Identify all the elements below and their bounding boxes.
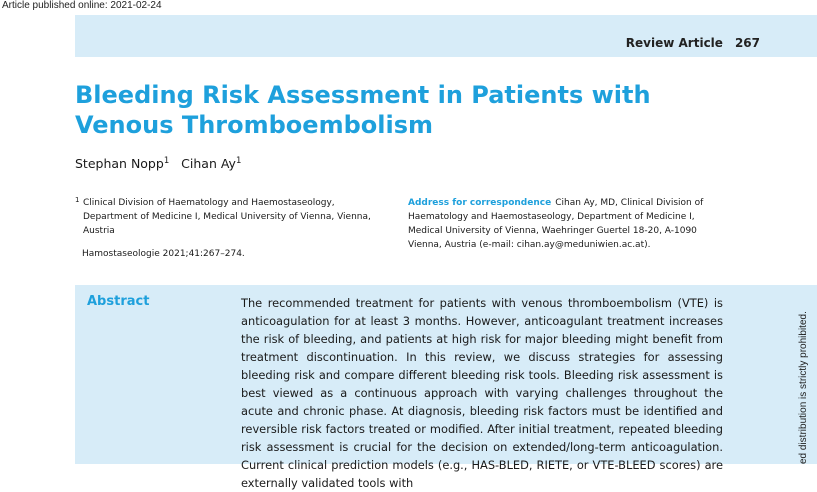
abstract-heading: Abstract bbox=[87, 294, 150, 309]
author-affiliation-mark: 1 bbox=[163, 156, 170, 166]
distribution-notice bbox=[796, 300, 816, 464]
journal-citation: Hamostaseologie 2021;41:267–274. bbox=[82, 249, 245, 259]
publication-date-line: Article published online: 2021-02-24 bbox=[2, 0, 162, 11]
author-name: Stephan Nopp bbox=[75, 156, 164, 172]
author-affiliation-mark: 1 bbox=[235, 156, 242, 166]
author-name: Cihan Ay bbox=[181, 156, 236, 172]
distribution-notice-text: ed distribution is strictly prohibited. bbox=[798, 311, 809, 464]
affiliation-text: Clinical Division of Haematology and Haemostaseology, Department of Medicine I, Medical University of Vienna, Vienna, Austria bbox=[83, 198, 371, 236]
correspondence-label: Address for correspondence bbox=[408, 198, 552, 208]
running-header bbox=[626, 36, 760, 50]
affiliation-mark: 1 bbox=[75, 196, 80, 204]
article-title: Bleeding Risk Assessment in Patients with Venous Thromboembolism bbox=[75, 81, 651, 139]
abstract-text: The recommended treatment for patients with venous thromboembolism (VTE) is anticoagulation for at least 3 months. However, anticoagulant treatment increases the risk of bleeding, and patients at high risk for major bleeding might benefit from treatment discontinuation. In this review, we discuss strategies for assessing bleeding risk and compare different bleeding risk tools. Bleeding risk assessment is best viewed as a continuous approach with varying challenges throughout the acute and chronic phase. At diagnosis, bleeding risk factors must be identified and reversible risk factors treated or modified. After initial treatment, repeated bleeding risk assessment is crucial for the decision on extended/long-term anticoagulation. Current clinical prediction models (e.g., HAS-BLED, RIETE, or VTE-BLEED scores) are externally validated tools with bbox=[241, 296, 723, 490]
correspondence-block bbox=[408, 196, 728, 252]
section-label: Review Article bbox=[625, 36, 723, 50]
author-list bbox=[75, 156, 241, 171]
affiliation bbox=[75, 196, 390, 238]
page-number: 267 bbox=[734, 36, 760, 50]
correspondence-text: Cihan Ay, MD, Clinical Division of Haematology and Haemostaseology, Department of Medicine I, Medical University of Vienna, Waehringer Guertel 18-20, A-1090 Vienna, Austria (e-mail: cihan.ay@meduniwien.ac.at). bbox=[408, 198, 704, 250]
